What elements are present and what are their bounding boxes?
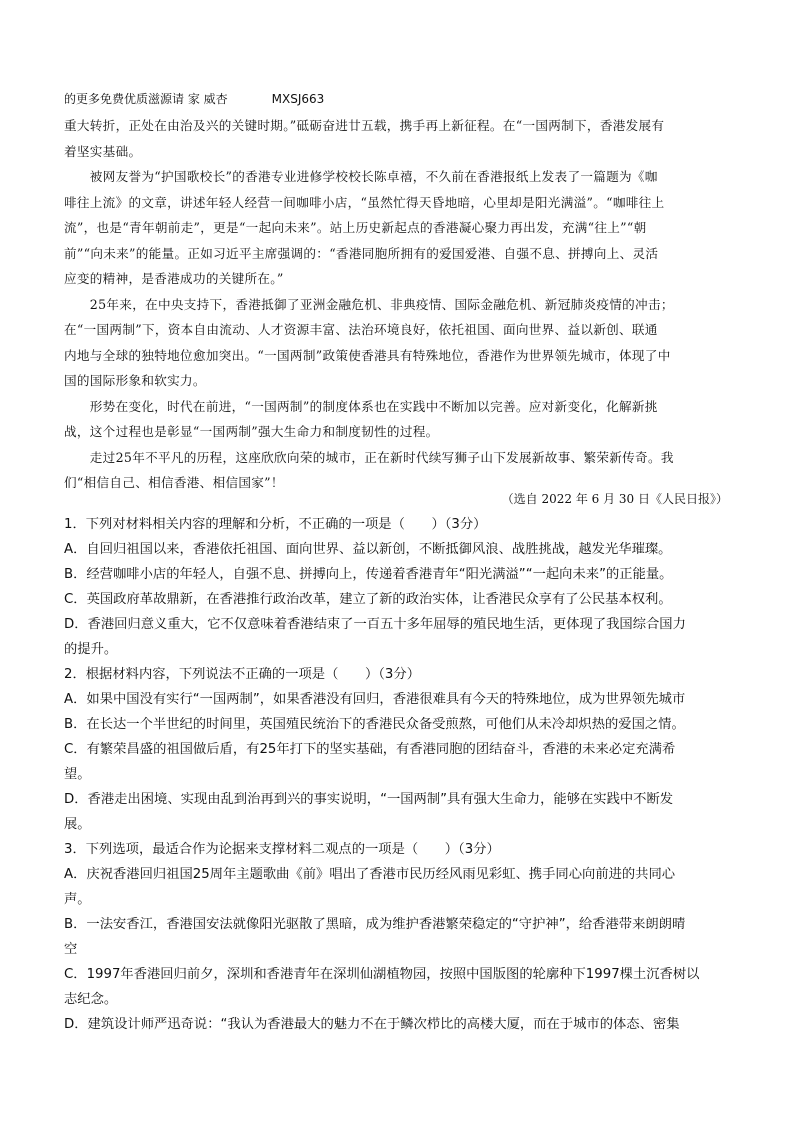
question-line: 空	[64, 942, 78, 957]
passage-line: 内地与全球的独特地位愈加突出。“一国两制”政策使香港具有特殊地位，香港作为世界领先城市，体现了中	[64, 347, 671, 363]
passage-line: 形势在变化，时代在前进，“一国两制”的制度体系也在实践中不断加以完善。应对新变化，化解新挑	[64, 398, 658, 414]
watermark-text: 的更多免费优质滋源请 家 威杏	[64, 92, 228, 106]
question-line: 展。	[64, 817, 91, 832]
passage-line: 着坚实基础。	[64, 143, 142, 159]
passage-line: 在“一国两制”下，资本自由流动、人才资源丰富、法治环境良好，依托祖国、面向世界、益以新创、联通	[64, 322, 658, 337]
passage-line: 25年来，在中央支持下，香港抵御了亚洲金融危机、非典疫情、国际金融危机、新冠肺炎疫情的冲击；	[64, 296, 674, 312]
passage-line: 应变的精神，是香港成功的关键所在。”	[64, 271, 284, 286]
question-line: D．香港走出困境、实现由乱到治再到兴的事实说明，“一国两制”具有强大生命力，能够在实践中不断发	[64, 792, 674, 807]
question-line: 2．根据材料内容，下列说法不正确的一项是（ ）（3分）	[64, 667, 420, 682]
question-line: 1．下列对材料相关内容的理解和分析，不正确的一项是（ ）（3分）	[64, 517, 487, 532]
question-line: 的提升。	[64, 642, 118, 657]
question-line: B．一法安香江，香港国安法就像阳光驱散了黑暗，成为维护香港繁荣稳定的“守护神”，给香港带来朗朗晴	[64, 917, 686, 932]
question-line: A．庆祝香港回归祖国25周年主题歌曲《前》唱出了香港市民历经风雨见彩虹、携手同心向前进的共同心	[64, 867, 676, 882]
question-line: D．香港回归意义重大，它不仅意味着香港结束了一百五十多年屈辱的殖民地生活，更体现了我国综合国力	[64, 617, 686, 632]
question-line: C．英国政府革故鼎新，在香港推行政治改革，建立了新的政治实体，让香港民众享有了公民基本权利。	[64, 592, 672, 607]
passage	[64, 113, 732, 496]
question-line: A．自回归祖国以来，香港依托祖国、面向世界、益以新创，不断抵御风浪、战胜挑战，越发光华璀璨。	[64, 542, 672, 557]
header-watermark	[64, 90, 324, 107]
question-line: B．在长达一个半世纪的时间里，英国殖民统治下的香港民众备受煎熬，可他们从未冷却炽热的爱国之情。	[64, 717, 685, 732]
passage-line: 走过25年不平凡的历程，这座欣欣向荣的城市，正在新时代续写狮子山下发展新故事、繁荣新传奇。我	[64, 449, 674, 465]
question-line: A．如果中国没有实行“一国两制”，如果香港没有回归，香港很难具有今天的特殊地位，成为世界领先城市	[64, 692, 686, 707]
passage-line: 们“相信自己、相信香港、相信国家”！	[64, 475, 284, 490]
question-line: 3．下列选项，最适合作为论据来支撑材料二观点的一项是（ ）（3分）	[64, 842, 500, 857]
passage-line: 国的国际形象和软实力。	[64, 373, 206, 388]
questions	[64, 512, 732, 1037]
passage-line: 战，这个过程也是彰显“一国两制”强大生命力和制度韧性的过程。	[64, 424, 439, 439]
question-line: B．经营咖啡小店的年轻人，自强不息、拼搏向上，传递着香港青年“阳光满溢”“一起向未来”的正能量。	[64, 567, 673, 582]
question-line: 志纪念。	[64, 992, 118, 1007]
passage-line: 啡往上流》的文章，讲述年轻人经营一间咖啡小店，“虽然忙得天昏地暗，心里却是阳光满溢”。“咖啡往上	[64, 194, 665, 210]
question-line: D．建筑设计师严迅奇说：“我认为香港最大的魅力不在于鳞次栉比的高楼大厦，而在于城市的体态、密集	[64, 1017, 680, 1032]
question-line: 望。	[64, 767, 91, 782]
passage-line: 重大转折，正处在由治及兴的关键时期。”砥砺奋进廿五载，携手再上新征程。在“一国两制下，香港发展有	[64, 118, 665, 133]
question-line: C．1997年香港回归前夕，深圳和香港青年在深圳仙湖植物园，按照中国版图的轮廓种下1997棵土沉香树以	[64, 967, 700, 982]
question-line: 声。	[64, 892, 91, 907]
question-line: C．有繁荣昌盛的祖国做后盾，有25年打下的坚实基础，有香港同胞的团结奋斗，香港的未来必定充满希	[64, 742, 676, 757]
passage-line: 流”，也是“青年朝前走”，更是“一起向未来”。站上历史新起点的香港凝心聚力再出发，充满“往上”“朝	[64, 220, 647, 235]
source-citation: （选自 2022 年 6 月 30 日《人民日报》）	[501, 492, 728, 506]
passage-line: 被网友誉为“护国歌校长”的香港专业进修学校校长陈卓禧，不久前在香港报纸上发表了一篇题为《咖	[64, 169, 658, 184]
doc-code: MXSJ663	[271, 92, 325, 106]
passage-line: 前”“向未来”的能量。正如习近平主席强调的：“香港同胞所拥有的爱国爱港、自强不息、拼搏向上、灵活	[64, 245, 659, 261]
